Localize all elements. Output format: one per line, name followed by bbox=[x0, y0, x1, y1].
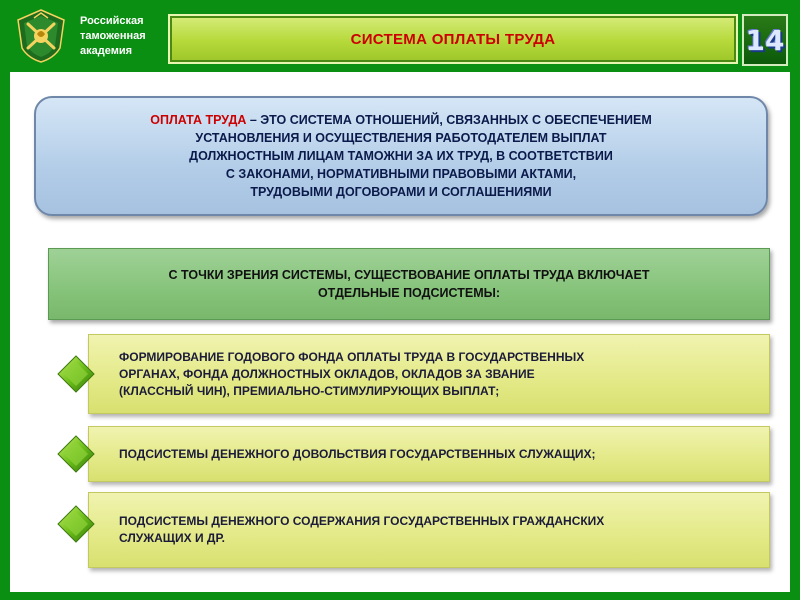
subsystem-line: ФОРМИРОВАНИЕ ГОДОВОГО ФОНДА ОПЛАТЫ ТРУДА В ГОСУДАРСТВЕННЫХ bbox=[119, 349, 585, 364]
subsystem-text bbox=[89, 446, 739, 463]
subsystem-item bbox=[88, 492, 770, 568]
subsystem-line: ПОДСИСТЕМЫ ДЕНЕЖНОГО СОДЕРЖАНИЯ ГОСУДАРСТВЕННЫХ ГРАЖДАНСКИХ bbox=[119, 514, 605, 528]
subsystem-item bbox=[88, 426, 770, 482]
intro-text bbox=[99, 266, 719, 302]
page-title: СИСТЕМА ОПЛАТЫ ТРУДА bbox=[350, 30, 556, 48]
definition-box bbox=[34, 96, 768, 216]
academy-line: Российская bbox=[80, 15, 144, 27]
diamond-bullet-icon bbox=[56, 354, 96, 394]
definition-text bbox=[61, 111, 741, 201]
subsystem-line: ОРГАНАХ, ФОНДА ДОЛЖНОСТНЫХ ОКЛАДОВ, ОКЛАДОВ ЗА ЗВАНИЕ bbox=[119, 366, 535, 381]
subsystem-line: ПОДСИСТЕМЫ ДЕНЕЖНОГО ДОВОЛЬСТВИЯ ГОСУДАРСТВЕННЫХ СЛУЖАЩИХ; bbox=[119, 446, 596, 461]
definition-line: – ЭТО СИСТЕМА ОТНОШЕНИЙ, СВЯЗАННЫХ С ОБЕСПЕЧЕНИЕМ bbox=[246, 113, 652, 127]
definition-line: С ЗАКОНАМИ, НОРМАТИВНЫМИ ПРАВОВЫМИ АКТАМИ, bbox=[225, 167, 577, 181]
subsystem-item bbox=[88, 334, 770, 414]
definition-term: ОПЛАТА ТРУДА bbox=[150, 113, 247, 127]
subsystem-line: СЛУЖАЩИХ И ДР. bbox=[119, 531, 226, 545]
diamond-bullet-icon bbox=[56, 504, 96, 544]
definition-line: ДОЛЖНОСТНЫМ ЛИЦАМ ТАМОЖНИ ЗА ИХ ТРУД, В СООТВЕТСТВИИ bbox=[189, 149, 613, 163]
customs-emblem-icon bbox=[14, 8, 68, 64]
page-number: 14 bbox=[745, 23, 785, 57]
subsystem-line: (КЛАССНЫЙ ЧИН), ПРЕМИАЛЬНО-СТИМУЛИРУЮЩИХ ВЫПЛАТ; bbox=[119, 383, 500, 398]
definition-line: ТРУДОВЫМИ ДОГОВОРАМИ И СОГЛАШЕНИЯМИ bbox=[250, 185, 552, 199]
intro-box bbox=[48, 248, 770, 320]
definition-line: УСТАНОВЛЕНИЯ И ОСУЩЕСТВЛЕНИЯ РАБОТОДАТЕЛЕМ ВЫПЛАТ bbox=[195, 131, 607, 145]
intro-line: С ТОЧКИ ЗРЕНИЯ СИСТЕМЫ, СУЩЕСТВОВАНИЕ ОПЛАТЫ ТРУДА ВКЛЮЧАЕТ bbox=[168, 268, 650, 282]
academy-name bbox=[80, 14, 170, 59]
title-banner bbox=[168, 14, 738, 64]
intro-line: ОТДЕЛЬНЫЕ ПОДСИСТЕМЫ: bbox=[317, 286, 501, 300]
subsystem-text bbox=[89, 349, 739, 400]
diamond-bullet-icon bbox=[56, 434, 96, 474]
academy-line: таможенная bbox=[80, 30, 146, 42]
subsystem-text bbox=[89, 513, 739, 547]
page-number-badge bbox=[742, 14, 788, 66]
academy-line: академия bbox=[80, 45, 133, 57]
